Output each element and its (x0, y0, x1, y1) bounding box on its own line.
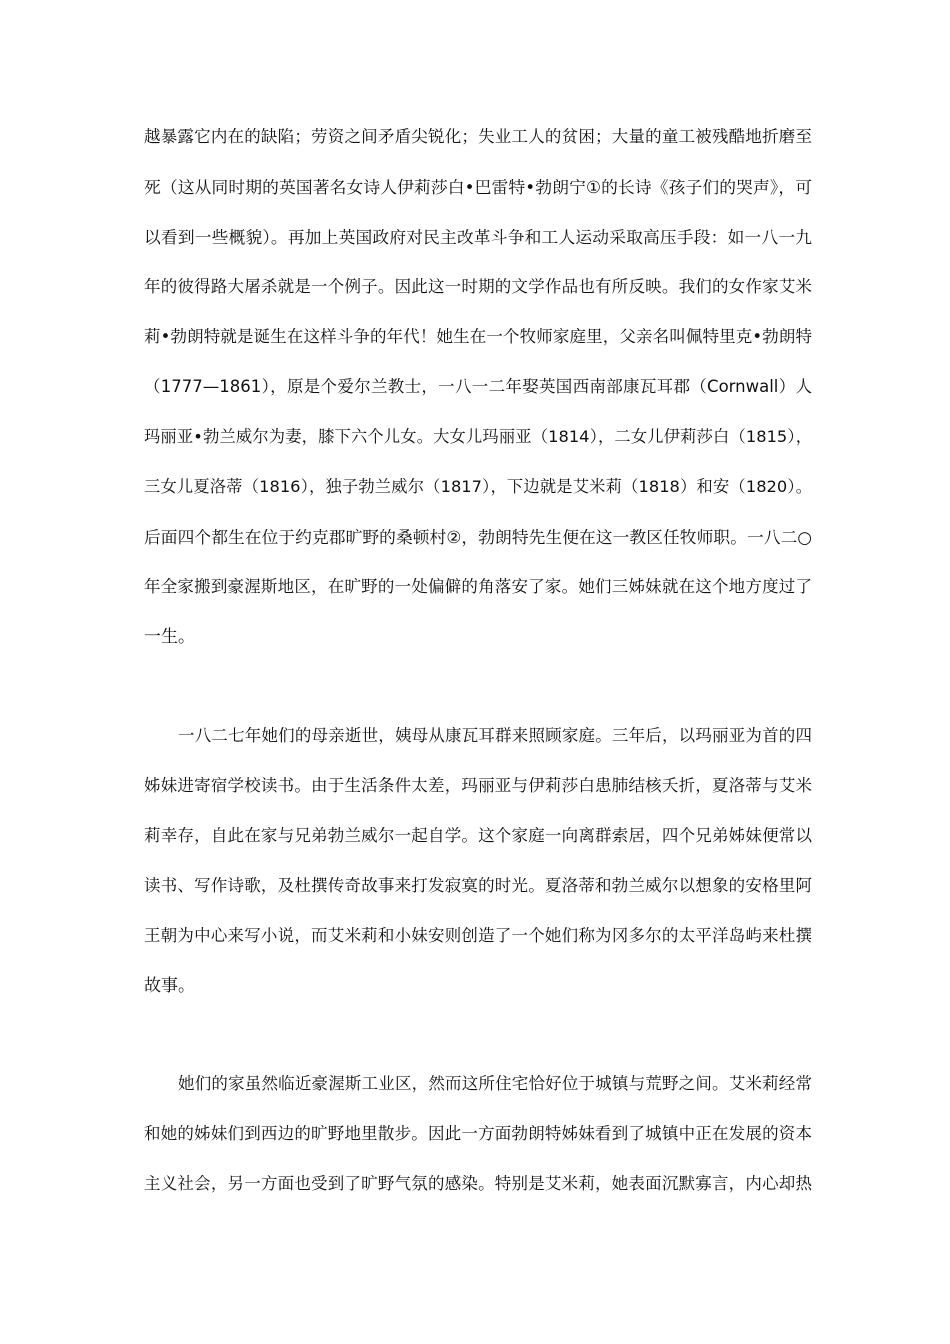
text-line: 王朝为中心来写小说，而艾米莉和小妹安则创造了一个她们称为冈多尔的太平洋岛屿来杜撰 (144, 926, 812, 945)
paragraph-3 (144, 1059, 812, 1209)
text-line: 她们的家虽然临近豪渥斯工业区，然而这所住宅恰好位于城镇与荒野之间。艾米莉经常 (178, 1074, 812, 1093)
text-line: 玛丽亚•勃兰威尔为妻，膝下六个儿女。大女儿玛丽亚（1814），二女儿伊莉莎白（1815）， (144, 427, 812, 446)
text-line: 年全家搬到豪渥斯地区，在旷野的一处偏僻的角落安了家。她们三姊妹就在这个地方度过了 (144, 577, 812, 596)
text-line: 和她的姊妹们到西边的旷野地里散步。因此一方面勃朗特姊妹看到了城镇中正在发展的资本 (144, 1124, 812, 1143)
text-line: 读书、写作诗歌，及杜撰传奇故事来打发寂寞的时光。夏洛蒂和勃兰威尔以想象的安格里阿 (144, 876, 812, 895)
text-line: 死（这从同时期的英国著名女诗人伊莉莎白•巴雷特•勃朗宁①的长诗《孩子们的哭声》，可 (144, 177, 812, 197)
paragraph-2 (144, 711, 812, 1011)
text-line: 莉•勃朗特就是诞生在这样斗争的年代！她生在一个牧师家庭里，父亲名叫佩特里克•勃朗特 (144, 327, 812, 346)
text-line: 以看到一些概貌）。再加上英国政府对民主改革斗争和工人运动采取高压手段：如一八一九 (144, 227, 812, 247)
text-line: 三女儿夏洛蒂（1816），独子勃兰威尔（1817），下边就是艾米莉（1818）和安（1820）。 (144, 477, 812, 496)
text-line: 一八二七年她们的母亲逝世，姨母从康瓦耳群来照顾家庭。三年后，以玛丽亚为首的四 (178, 726, 812, 745)
paragraph-1 (144, 112, 812, 662)
text-line: 故事。 (144, 976, 195, 996)
text-line: 主义社会，另一方面也受到了旷野气氛的感染。特别是艾米莉，她表面沉默寡言，内心却热 (144, 1174, 812, 1193)
text-line: 姊妹进寄宿学校读书。由于生活条件太差，玛丽亚与伊莉莎白患肺结核夭折，夏洛蒂与艾米 (144, 776, 812, 795)
text-line: 年的彼得路大屠杀就是一个例子。因此这一时期的文学作品也有所反映。我们的女作家艾米 (144, 277, 812, 296)
text-line: 后面四个都生在位于约克郡旷野的桑顿村②，勃朗特先生便在这一教区任牧师职。一八二○ (144, 527, 812, 547)
text-line: 一生。 (144, 627, 195, 647)
text-line: （1777—1861），原是个爱尔兰教士，一八一二年娶英国西南部康瓦耳郡（Cornwall）人 (144, 377, 812, 396)
text-line: 越暴露它内在的缺陷；劳资之间矛盾尖锐化；失业工人的贫困；大量的童工被残酷地折磨至 (144, 127, 812, 146)
text-line: 莉幸存，自此在家与兄弟勃兰威尔一起自学。这个家庭一向离群索居，四个兄弟姊妹便常以 (144, 826, 812, 845)
